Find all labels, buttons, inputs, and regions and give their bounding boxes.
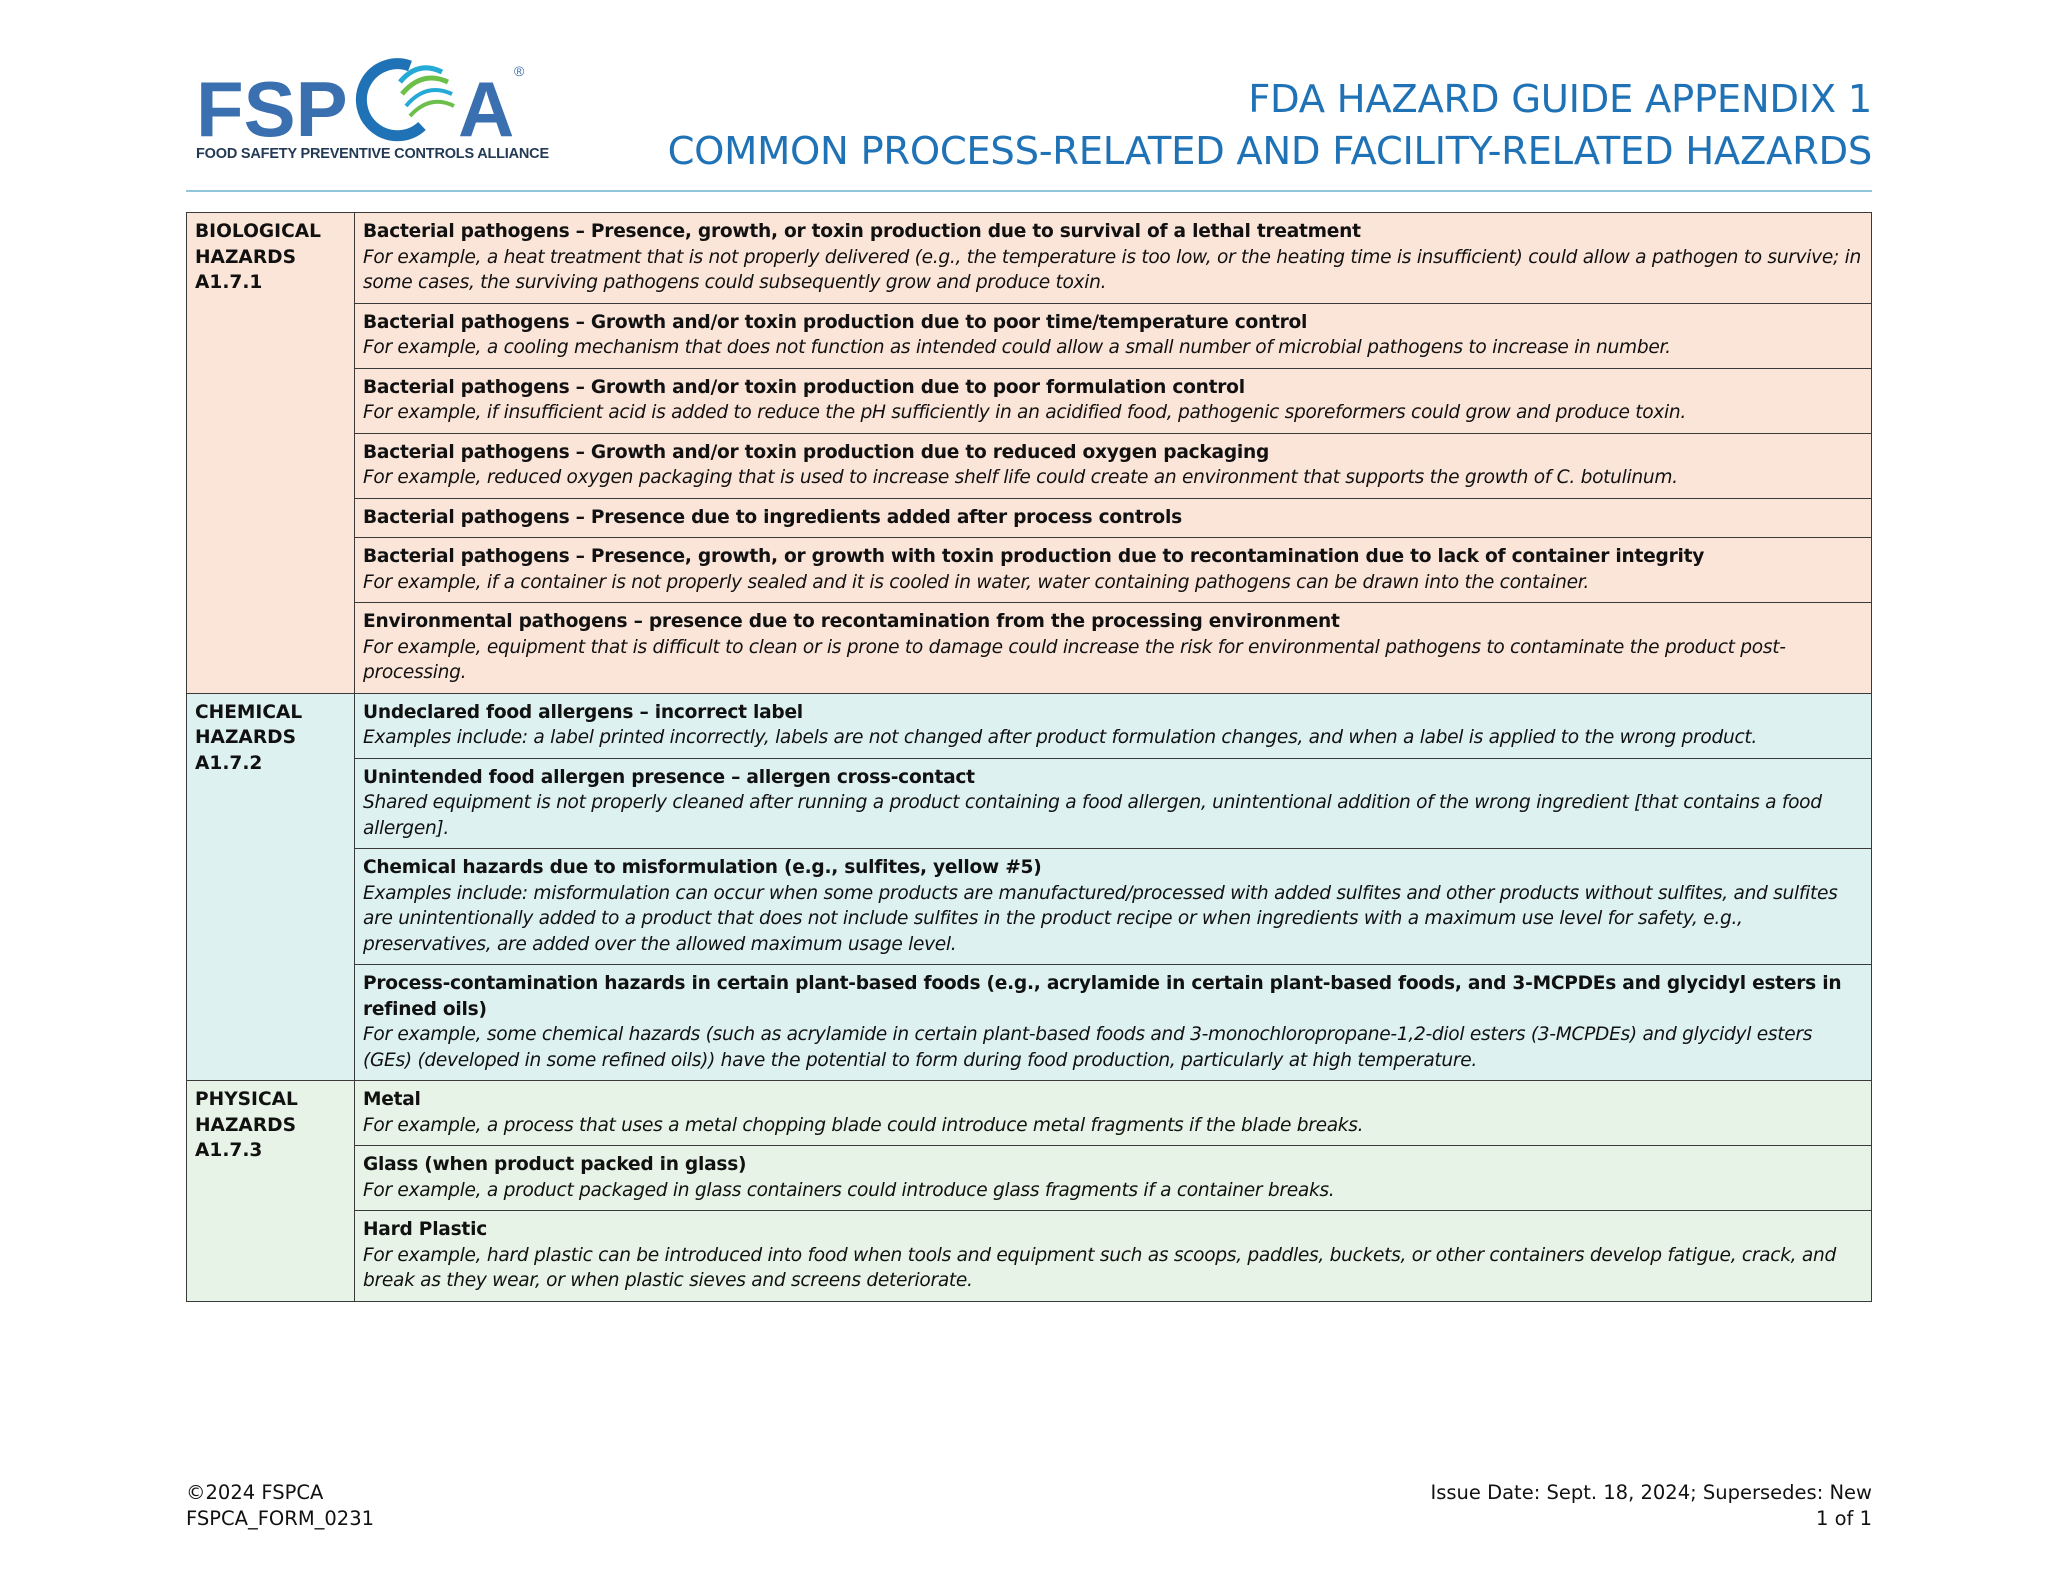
category-name: PHYSICAL: [195, 1089, 298, 1110]
hazard-description: For example, hard plastic can be introduced into food when tools and equipment such as scoops, paddles, buckets, or other containers develop fatigue, crack, and break as they wear, or when plastic sieves and screens deteriorate.: [363, 1244, 1836, 1291]
hazard-heading: Bacterial pathogens – Presence due to ingredients added after process controls: [363, 506, 1182, 528]
page-title: [668, 74, 1872, 178]
hazard-description: Examples include: a label printed incorrectly, labels are not changed after product formulation changes, and when a label is applied to the wrong product.: [363, 727, 1757, 748]
issue-date: Issue Date: Sept. 18, 2024; Supersedes: New: [1430, 1481, 1872, 1504]
table-row: [187, 849, 1872, 965]
table-row: [187, 603, 1872, 694]
hazard-description: Examples include: misformulation can occur when some products are manufactured/processed with added sulfites and other products without sulfites, and sulfites are unintentionally added to a product that does not include sulfites in the product recipe or when ingredients with a maximum use level for safety, e.g., preservatives, are added over the allowed maximum usage level.: [363, 882, 1838, 955]
hazard-cell: [355, 433, 1872, 498]
hazard-cell: [355, 213, 1872, 304]
hazard-heading: Undeclared food allergens – incorrect label: [363, 701, 803, 723]
title-line-2: COMMON PROCESS-RELATED AND FACILITY-RELATED HAZARDS: [667, 129, 1872, 174]
table-row: [187, 1081, 1872, 1146]
table-row: [187, 498, 1872, 538]
category-name: CHEMICAL: [195, 701, 303, 723]
hazard-cell: [355, 303, 1872, 368]
hazard-description: For example, a product packaged in glass containers could introduce glass fragments if a container breaks.: [363, 1179, 1335, 1201]
category-type: HAZARDS: [195, 246, 296, 268]
hazard-description: For example, reduced oxygen packaging that is used to increase shelf life could create an environment that supports the growth of C. botulinum.: [363, 467, 1678, 488]
title-line-1: FDA HAZARD GUIDE APPENDIX 1: [1248, 77, 1872, 122]
fspca-logo: [196, 52, 556, 172]
hazard-description: For example, equipment that is difficult to clean or is prone to damage could increase the risk for environmental pathogens to contaminate the product post-processing.: [363, 636, 1786, 683]
hazard-description: For example, if insufficient acid is added to reduce the pH sufficiently in an acidified food, pathogenic sporeformers could grow and produce toxin.: [363, 402, 1686, 423]
hazard-cell: [355, 538, 1872, 603]
hazard-cell: [355, 498, 1872, 538]
category-type: HAZARDS: [195, 727, 296, 748]
hazard-heading: Environmental pathogens – presence due to recontamination from the processing environment: [363, 611, 1340, 632]
copyright-text: ©2024 FSPCA: [186, 1481, 324, 1504]
hazard-heading: Bacterial pathogens – Presence, growth, or growth with toxin production due to recontamination due to lack of container integrity: [363, 546, 1705, 567]
hazard-cell: [355, 603, 1872, 694]
table-row: [187, 433, 1872, 498]
hazard-cell: [355, 1081, 1872, 1146]
table-row: [187, 758, 1872, 849]
chemical-hazards-label: [187, 693, 355, 1081]
footer-left: [186, 1480, 374, 1532]
hazard-heading: Hard Plastic: [363, 1219, 487, 1240]
table-row: [187, 1146, 1872, 1211]
hazards-table-body: [187, 213, 1872, 1302]
form-id: FSPCA_FORM_0231: [186, 1507, 375, 1530]
table-row: [187, 303, 1872, 368]
table-row: [187, 693, 1872, 758]
hazard-heading: Bacterial pathogens – Growth and/or toxin production due to reduced oxygen packaging: [363, 441, 1270, 463]
logo-tagline: FOOD SAFETY PREVENTIVE CONTROLS ALLIANCE: [196, 146, 549, 162]
hazard-description: For example, a cooling mechanism that does not function as intended could allow a small number of microbial pathogens to increase in number.: [363, 337, 1671, 358]
biological-hazards-label: [187, 213, 355, 694]
table-row: [187, 1211, 1872, 1302]
hazard-heading: Glass (when product packed in glass): [363, 1154, 747, 1175]
hazard-cell: [355, 1211, 1872, 1302]
hazard-cell: [355, 758, 1872, 849]
hazard-heading: Bacterial pathogens – Growth and/or toxin production due to poor formulation control: [363, 376, 1245, 398]
hazard-cell: [355, 693, 1872, 758]
physical-hazards-label: [187, 1081, 355, 1302]
logo-text-right: A: [458, 65, 515, 148]
hazard-heading: Bacterial pathogens – Growth and/or toxin production due to poor time/temperature control: [363, 311, 1308, 333]
hazard-description: Shared equipment is not properly cleaned after running a product containing a food allergen, unintentional addition of the wrong ingredient [that contains a food allergen].: [363, 792, 1822, 839]
category-code: A1.7.2: [195, 752, 263, 774]
footer-right: [1430, 1480, 1872, 1532]
hazard-cell: [355, 368, 1872, 433]
logo-registered-mark: ®: [514, 63, 525, 79]
category-name: BIOLOGICAL: [195, 221, 321, 242]
hazards-table: [186, 212, 1872, 1302]
hazard-heading: Unintended food allergen presence – allergen cross-contact: [363, 766, 975, 788]
hazard-heading: Metal: [363, 1089, 421, 1110]
category-code: A1.7.1: [195, 272, 263, 293]
hazard-cell: [355, 849, 1872, 965]
hazard-cell: [355, 1146, 1872, 1211]
hazard-heading: Process-contamination hazards in certain plant-based foods (e.g., acrylamide in certain plant-based foods, and 3-MCPDEs and glycidyl esters in refined oils): [363, 973, 1842, 1020]
hazard-heading: Chemical hazards due to misformulation (e.g., sulfites, yellow #5): [363, 857, 1042, 878]
hazard-description: For example, if a container is not properly sealed and it is cooled in water, water containing pathogens can be drawn into the container.: [363, 571, 1589, 593]
hazard-heading: Bacterial pathogens – Presence, growth, or toxin production due to survival of a lethal treatment: [363, 221, 1361, 242]
hazard-cell: [355, 965, 1872, 1081]
category-type: HAZARDS: [195, 1114, 296, 1136]
table-row: [187, 538, 1872, 603]
logo-swoosh-icon: [361, 64, 454, 136]
fspca-logo-mark: [196, 52, 556, 148]
title-divider: [186, 190, 1872, 192]
hazard-description: For example, a heat treatment that is not properly delivered (e.g., the temperature is too low, or the heating time is insufficient) could allow a pathogen to survive; in some cases, the surviving pathogens could subsequently grow and produce toxin.: [363, 246, 1861, 293]
table-row: [187, 213, 1872, 304]
hazard-description: For example, a process that uses a metal chopping blade could introduce metal fragments if the blade breaks.: [363, 1114, 1364, 1136]
logo-text-left: FSP: [196, 65, 348, 148]
category-code: A1.7.3: [195, 1140, 263, 1161]
page-number: 1 of 1: [1815, 1507, 1872, 1530]
table-row: [187, 965, 1872, 1081]
hazard-description: For example, some chemical hazards (such as acrylamide in certain plant-based foods and 3-monochloropropane-1,2-diol esters (3-MCPDEs) and glycidyl esters (GEs) (developed in some refined oils)) have the potential to form during food production, particularly at high temperature.: [363, 1024, 1813, 1071]
table-row: [187, 368, 1872, 433]
